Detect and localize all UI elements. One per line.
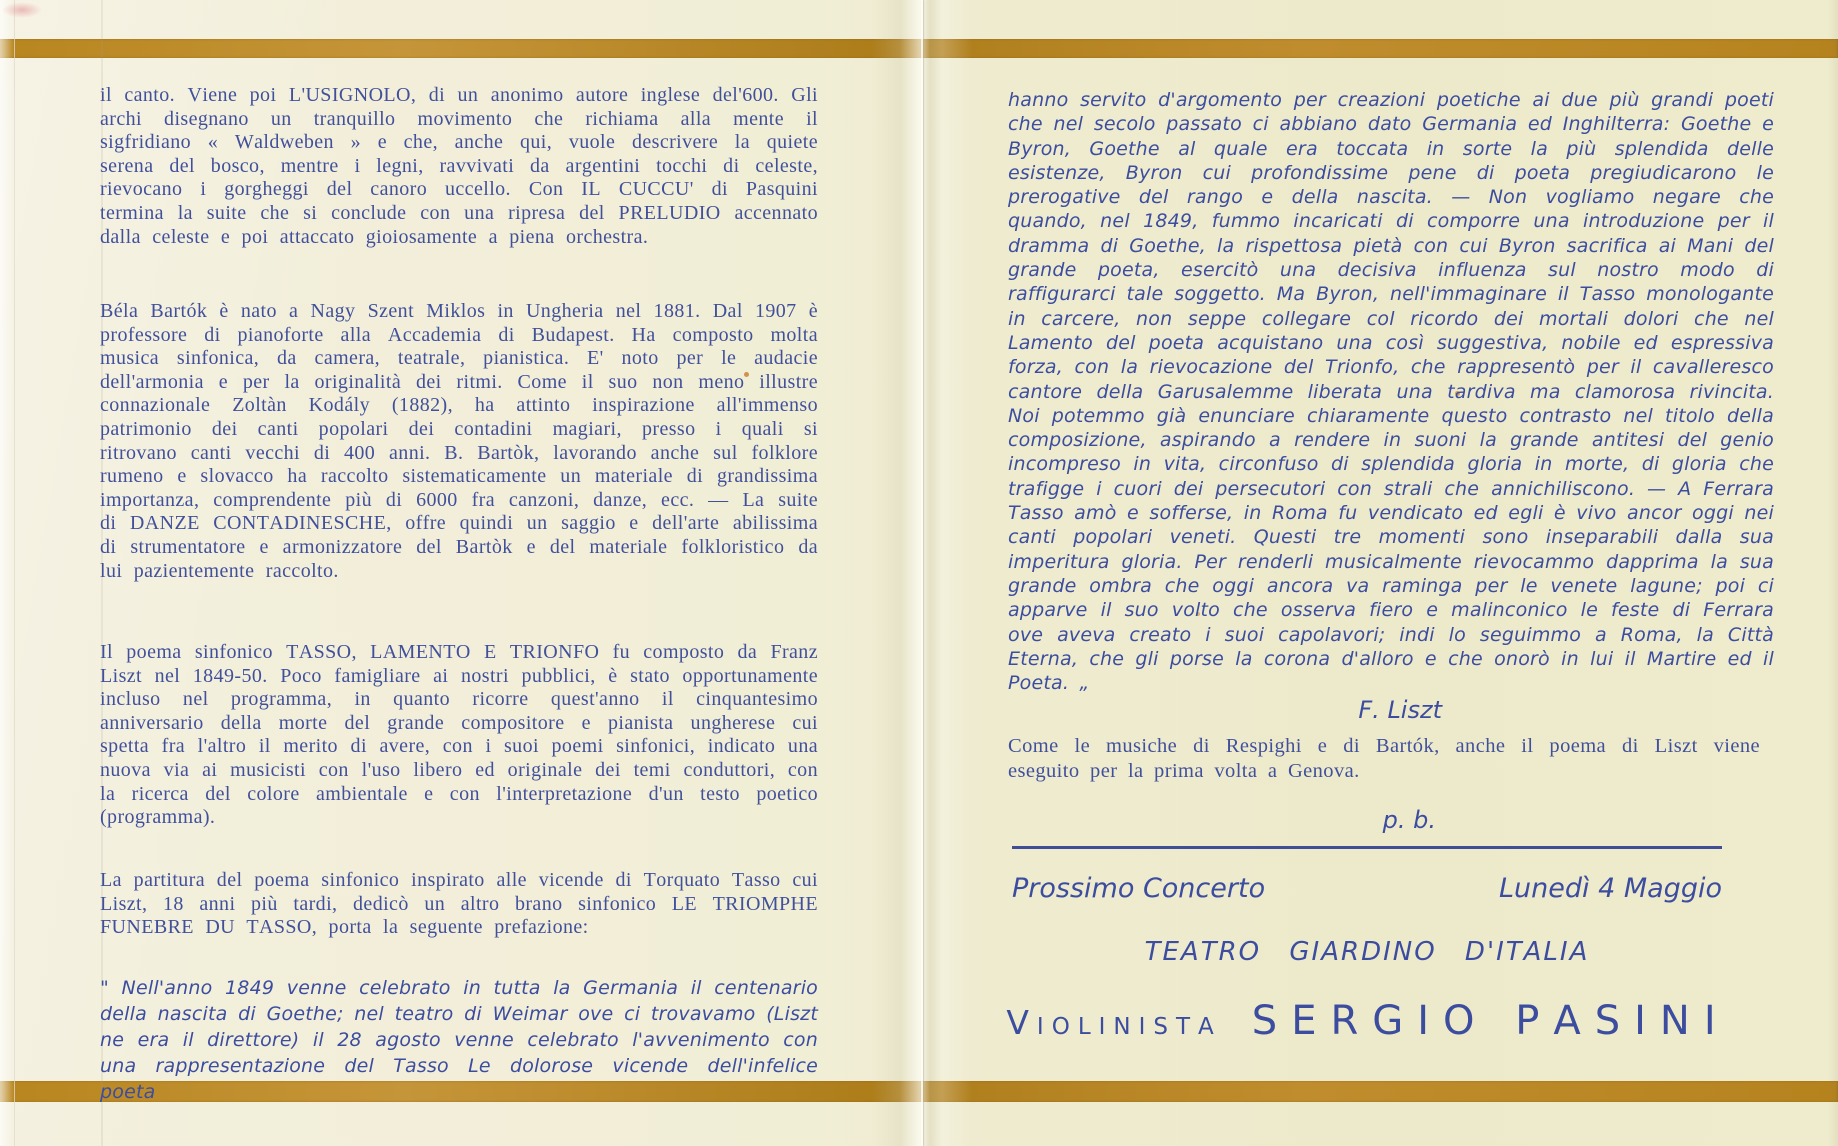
liszt-tasso-paragraph: Il poema sinfonico TASSO, LAMENTO E TRIONFO fu composto da Franz Liszt nel 1849-50. Poco famigliare ai nostri pubblici, è stato opportunamente incluso nel programma, in quanto ricorre quest'anno il cinquantesimo anniversario della morte del grande compositore e pianista ungherese cui spetta fra l'altro il merito di avere, con i suoi poemi sinfonici, indicato una nuova via ai musicisti con l'uso libero ed originale dei temi conduttori, con la ricerca del colore ambientale e con l'interpretazione d'un testo poetico (programma).: [100, 641, 818, 829]
center-fold-line: [921, 0, 923, 1146]
next-concert-date: Lunedì 4 Maggio: [1498, 873, 1722, 904]
liszt-preface-quote-continuation: hanno servito d'argomento per creazioni poetiche ai due più grandi poeti che nel secolo passato ci abbiano dato Germania ed Inghilterra: Goethe e Byron, Goethe al quale era toccata in sorte la più splendida delle esistenze, Byron cui profondissime pene di poeta pregiudicarono le prerogative del rango e della nascita. — Non vogliamo negare che quando, nel 1849, fummo incaricati di comporre una introduzione per il dramma di Goethe, la rispettosa pietà con cui Byron sacrifica ai Mani del grande poeta, esercitò una decisiva influenza sul nostro modo di raffigurarci tale soggetto. Ma Byron, nell'immaginare il Tasso monologante in carcere, non seppe collegare col ricordo dei mortali dolori che nel Lamento del poeta acquistano una così suggestiva, nobile ed espressiva forza, con la rievocazione del Trionfo, che rappresentò per il cavalleresco cantore della Garusalemme liberata una tardiva ma clamorosa rivincita. Noi potemmo già enunciare chiaramente questo contrasto nel titolo della composizione, aspirando a rendere in suoni la grande antitesi del genio incompreso in vita, circonfuso di splendida gloria in morte, di gloria che trafigge i cuori dei persecutori con strali che annichiliscono. — A Ferrara Tasso amò e sofferse, in Roma fu vendicato ed egli è vivo ancor oggi nei canti popolari veneti. Questi tre momenti sono inseparabili dalla sua imperitura gloria. Per renderli musicalmente rievocammo dapprima la sua grande ombra che oggi ancora va raminga per le venete lagune; poi ci apparve il suo volto che osserva fiero e malinconico le feste di Ferrara ove aveva creato i suoi capolavori; indi lo seguimmo a Roma, la Città Eterna, che gli porse la corona d'alloro e che onorò in lui il Martire ed il Poeta. „: [1008, 89, 1774, 695]
page-edge-right: [1828, 0, 1838, 1146]
page-edge-left: [0, 0, 15, 1146]
score-preface-intro-paragraph: La partitura del poema sinfonico inspirato alle vicende di Torquato Tasso cui Liszt, 18 anni più tardi, dedicò un altro brano sinfonico LE TRIOMPHE FUNEBRE DU TASSO, porta la seguente prefazione:: [100, 869, 818, 939]
artist-role: Violinista: [1006, 1003, 1222, 1042]
next-concert-row: [1012, 873, 1722, 904]
artist-line: [1006, 998, 1730, 1044]
left-page: [100, 84, 818, 1103]
program-notes-paragraph: il canto. Viene poi L'USIGNOLO, di un anonimo autore inglese del'600. Gli archi disegnano un tranquillo movimento che richiama alla mente il sigfridiano « Waldweben » e che, anche qui, vuole descrivere la quiete serena del bosco, mentre i legni, ravvivati da argentini tocchi di celeste, rievocano i gorgheggi del canoro uccello. Con IL CUCCU' di Pasquini termina la suite che si conclude con una ripresa del PRELUDIO accennato dalla celeste e poi attaccato gioiosamente a piena orchestra.: [100, 84, 818, 248]
next-concert-label: Prossimo Concerto: [1012, 873, 1266, 904]
footer-divider-rule: [1012, 846, 1722, 849]
bartok-biography-paragraph: Béla Bartók è nato a Nagy Szent Miklos in Ungheria nel 1881. Dal 1907 è professore di pianoforte alla Accademia di Budapest. Ha composto molta musica sinfonica, da camera, teatrale, pianistica. E' noto per le audacie dell'armonia e per la originalità dei ritmi. Come il suo non meno illustre connazionale Zoltàn Kodály (1882), ha attinto inspirazione all'immenso patrimonio dei canti popolari dei contadini magiari, presso i quali si ritrovano canti vecchi di 400 anni. B. Bartòk, lavorando anche sul folklore rumeno e slovacco ha raccolto sistematicamente un materiale di grandissima importanza, comprendente più di 6000 fra canzoni, danze, ecc. — La suite di DANZE CONTADINESCHE, offre quindi un saggio e dell'arte abilissima di strumentatore e armonizzatore del Bartòk e del materiale folkloristico da lui pazientemente raccolto.: [100, 300, 818, 582]
corner-smudge: [2, 2, 42, 18]
liszt-preface-quote-start: " Nell'anno 1849 venne celebrato in tutta la Germania il centenario della nascita di Goethe; nel teatro di Weimar ove ci trovavamo (Liszt ne era il direttore) il 28 agosto venne celebrato l'avvenimento con una rappresentazione del Tasso Le dolorose vicende dell'infelice poeta: [100, 977, 818, 1103]
next-concert-footer: [1006, 846, 1730, 1076]
first-performance-note: Come le musiche di Respighi e di Bartók, anche il poema di Liszt viene eseguito per la prima volta a Genova.: [1008, 735, 1760, 782]
note-signature: p. b.: [1382, 806, 1436, 834]
venue-name: TEATRO GIARDINO D'ITALIA: [1144, 937, 1590, 967]
artist-name: SERGIO PASINI: [1251, 998, 1730, 1044]
quote-signature: F. Liszt: [1358, 696, 1442, 724]
